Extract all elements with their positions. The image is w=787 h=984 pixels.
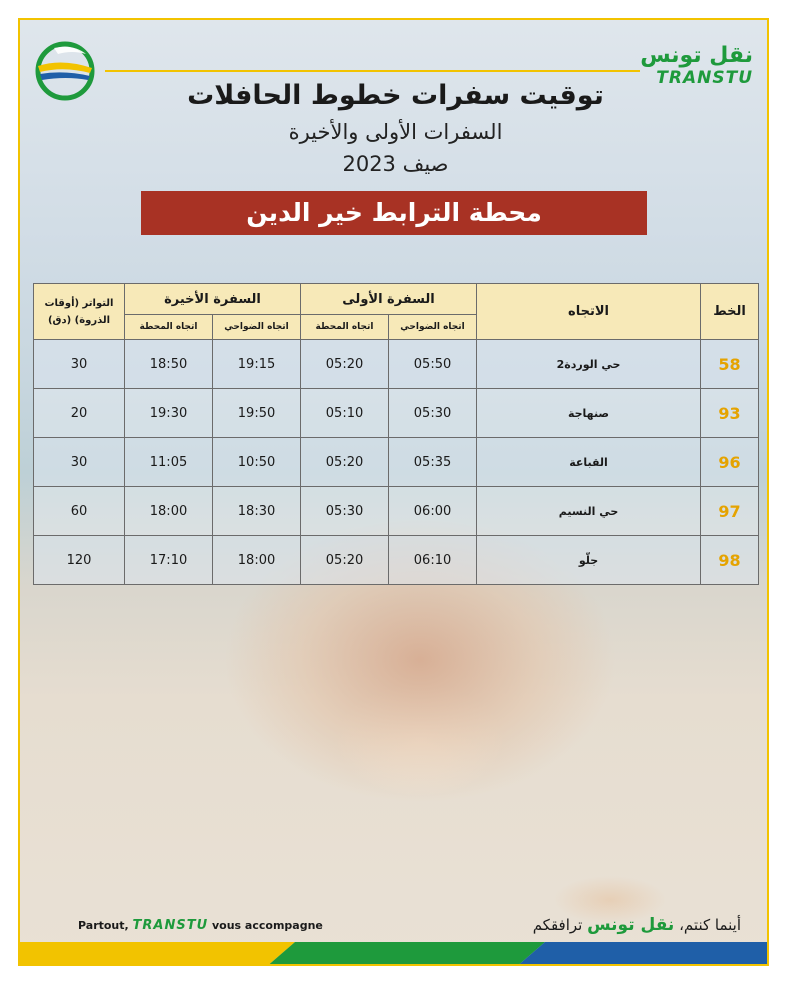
header-last-to-station: اتجاه المحطة [125,315,213,340]
line-direction: حي النسيم [477,487,701,536]
line-direction: حي الوردة2 [477,340,701,389]
last-trip-suburbs: 19:50 [213,389,301,438]
last-trip-station: 18:00 [125,487,213,536]
table-row [34,487,759,536]
footer-ar-suffix: ترافقكم [532,916,583,934]
table-row [34,438,759,487]
header-first-to-station: اتجاه المحطة [301,315,389,340]
header-frequency-line2: الذروة) (دق) [47,314,111,326]
frequency: 30 [34,438,125,487]
last-trip-suburbs: 10:50 [213,438,301,487]
poster-frame [18,18,769,966]
header-first-to-suburbs: اتجاه الضواحي [389,315,477,340]
footer-slogan-fr [78,918,323,933]
frequency: 20 [34,389,125,438]
footer-fr-prefix: Partout, [78,919,129,932]
first-trip-suburbs: 05:30 [389,389,477,438]
first-trip-station: 05:20 [301,340,389,389]
header-divider [105,70,640,72]
last-trip-station: 17:10 [125,536,213,585]
frequency: 120 [34,536,125,585]
footer-ar-brand: نقل تونس [587,915,675,935]
line-number: 58 [701,340,759,389]
page-subtitle: السفرات الأولى والأخيرة [288,120,503,144]
last-trip-suburbs: 18:00 [213,536,301,585]
first-trip-station: 05:30 [301,487,389,536]
first-trip-suburbs: 06:10 [389,536,477,585]
header-frequency-line1: التواتر (أوقات [44,297,114,309]
first-trip-suburbs: 05:35 [389,438,477,487]
last-trip-suburbs: 19:15 [213,340,301,389]
header-last-trip: السفرة الأخيرة [125,284,301,315]
frequency: 60 [34,487,125,536]
page-title: توقيت سفرات خطوط الحافلات [187,80,604,111]
last-trip-station: 19:30 [125,389,213,438]
table-row [34,340,759,389]
last-trip-station: 18:50 [125,340,213,389]
header-frequency [34,284,125,340]
first-trip-station: 05:20 [301,438,389,487]
header-direction: الاتجاه [477,284,701,340]
line-number: 97 [701,487,759,536]
last-trip-station: 11:05 [125,438,213,487]
line-direction: صنهاجة [477,389,701,438]
line-direction: القباعة [477,438,701,487]
brand-arabic: نقل تونس [640,43,753,68]
header-first-trip: السفرة الأولى [301,284,477,315]
first-trip-suburbs: 06:00 [389,487,477,536]
footer-fr-brand: TRANSTU [132,918,209,933]
first-trip-suburbs: 05:50 [389,340,477,389]
first-trip-station: 05:10 [301,389,389,438]
line-direction: جلّو [477,536,701,585]
station-banner: محطة الترابط خير الدين [141,191,647,235]
footer-ar-prefix: أينما كنتم، [679,916,741,934]
line-number: 96 [701,438,759,487]
header-last-to-suburbs: اتجاه الضواحي [213,315,301,340]
table-row [34,389,759,438]
last-trip-suburbs: 18:30 [213,487,301,536]
brand-latin: TRANSTU [656,68,753,88]
first-trip-station: 05:20 [301,536,389,585]
frequency: 30 [34,340,125,389]
table-row [34,536,759,585]
brand-color-stripe [20,942,769,966]
footer-slogan-ar [533,915,741,935]
line-number: 98 [701,536,759,585]
line-number: 93 [701,389,759,438]
timetable [33,283,759,585]
season-label: صيف 2023 [342,152,449,176]
footer-fr-suffix: vous accompagne [212,919,323,932]
header-line: الخط [701,284,759,340]
